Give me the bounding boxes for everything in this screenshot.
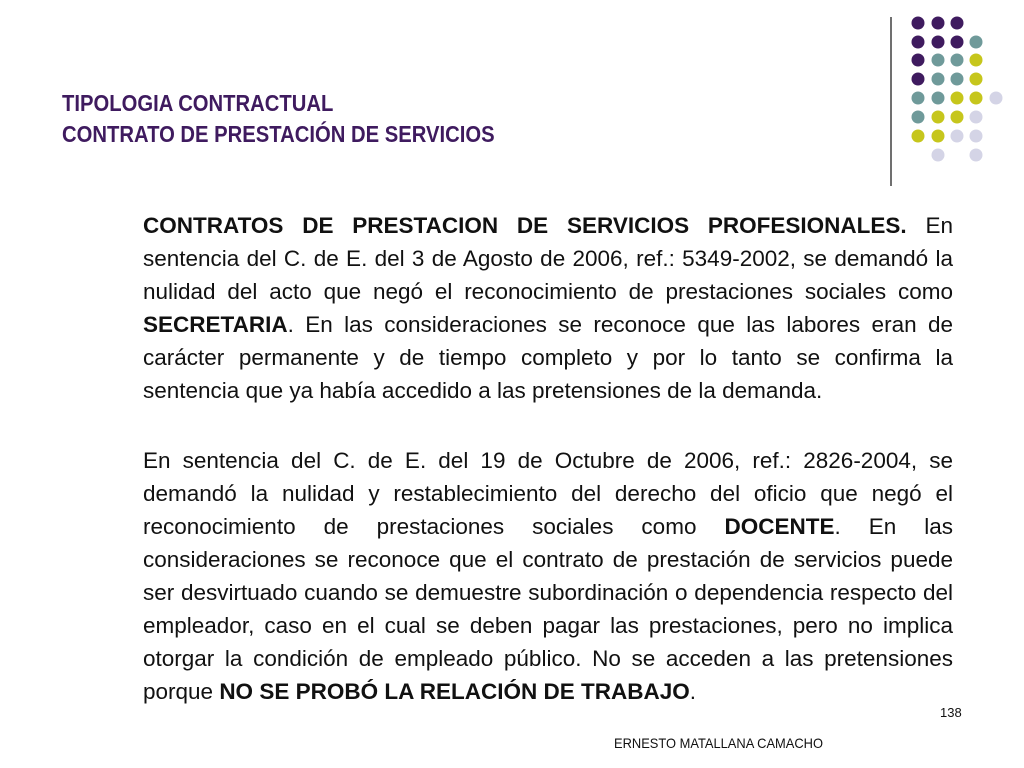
paragraph-docente [143,444,953,708]
dot [932,130,945,143]
paragraph-heading: CONTRATOS DE PRESTACION DE SERVICIOS PROFESIONALES. [143,213,907,238]
dot [970,149,983,162]
dot [970,130,983,143]
paragraph-secretaria [143,209,953,407]
dot [912,111,925,124]
bold-term-secretaria: SECRETARIA [143,312,288,337]
dot [951,54,964,67]
dot [951,92,964,105]
dot [912,130,925,143]
dot [970,73,983,86]
dot [932,17,945,30]
title-line-1: TIPOLOGIA CONTRACTUAL [62,90,334,116]
dot [932,149,945,162]
author-footer: ERNESTO MATALLANA CAMACHO [614,735,823,751]
slide-body [143,209,953,708]
dot [990,92,1003,105]
dot [951,111,964,124]
dot [951,73,964,86]
dot [932,36,945,49]
dot [912,92,925,105]
dot [970,111,983,124]
dot [932,54,945,67]
paragraph-text: . [689,679,697,704]
dot [951,36,964,49]
dot [912,54,925,67]
dot [970,54,983,67]
dot [932,111,945,124]
paragraph-text: . En las consideraciones se reconoce que las labores eran de carácter permanente y de tiempo completo y por lo tanto se confirma la sentencia que ya había accedido a las pretensiones de la demanda. [143,312,953,403]
dot [932,73,945,86]
bold-conclusion: NO SE PROBÓ LA RELACIÓN DE TRABAJO [219,679,690,704]
dot [970,36,983,49]
paragraph-text: En sentencia del C. de E. del 3 de Agosto de 2006, ref.: 5349-2002, se demandó la nulidad del acto que negó el reconocimiento de prestaciones sociales como [143,213,953,304]
dot [970,92,983,105]
dot [932,92,945,105]
dot [912,36,925,49]
dot [951,130,964,143]
page-number: 138 [940,705,962,720]
title-line-2: CONTRATO DE PRESTACIÓN DE SERVICIOS [62,121,495,147]
paragraph-text: En sentencia del C. de E. del 19 de Octubre de 2006, ref.: 2826-2004, se demandó la nulidad y restablecimiento del derecho del oficio que negó el reconocimiento de prestaciones sociales como [143,448,953,539]
dot [912,73,925,86]
bold-term-docente: DOCENTE [724,514,835,539]
dot [912,17,925,30]
decorative-dot-grid [0,0,1024,180]
paragraph-text: . En las consideraciones se reconoce que el contrato de prestación de servicios puede ser desvirtuado cuando se demuestre subordinación o dependencia respecto del empleador, caso en el cual se deben pagar las prestaciones, pero no implica otorgar la condición de empleado público. No se acceden a las pretensiones porque [143,514,953,704]
dot [951,17,964,30]
